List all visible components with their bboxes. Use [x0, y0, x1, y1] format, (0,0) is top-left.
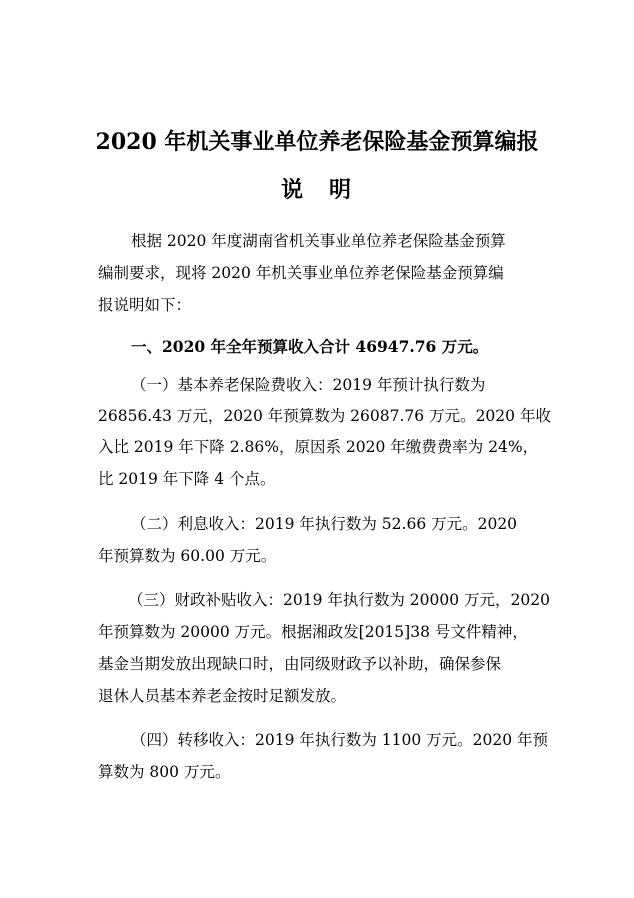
item1-line-4: 比 2019 年下降 4 个点。: [98, 470, 276, 488]
item4-line-1: （四）转移收入：2019 年执行数为 1100 万元。2020 年预: [131, 731, 549, 749]
item1-line-1: （一）基本养老保险费收入：2019 年预计执行数为: [131, 376, 486, 394]
item3-line-1: （三）财政补贴收入：2019 年执行数为 20000 万元，2020: [128, 591, 550, 609]
intro-line-3: 报说明如下：: [98, 296, 192, 314]
item3-line-2: 年预算数为 20000 万元。根据湘政发[2015]38 号文件精神，: [98, 623, 528, 641]
intro-line-2: 编制要求，现将 2020 年机关事业单位养老保险基金预算编: [98, 264, 504, 282]
item1-line-2: 26856.43 万元，2020 年预算数为 26087.76 万元。2020 年收: [98, 407, 551, 425]
item2-line-1: （二）利息收入：2019 年执行数为 52.66 万元。2020: [131, 515, 518, 533]
item2-line-2: 年预算数为 60.00 万元。: [98, 547, 277, 565]
item3-line-3: 基金当期发放出现缺口时，由同级财政予以补助，确保参保: [98, 655, 502, 673]
document-subtitle: 说 明: [280, 177, 353, 203]
document-title: 2020 年机关事业单位养老保险基金预算编报: [95, 129, 539, 155]
item3-line-4: 退休人员基本养老金按时足额发放。: [98, 687, 347, 705]
section-heading-income-total: 一、2020 年全年预算收入合计 46947.76 万元。: [131, 337, 489, 356]
item4-line-2: 算数为 800 万元。: [98, 763, 231, 781]
item1-line-3: 入比 2019 年下降 2.86%，原因系 2020 年缴费费率为 24%，: [98, 438, 539, 456]
intro-line-1: 根据 2020 年度湖南省机关事业单位养老保险基金预算: [131, 232, 506, 250]
